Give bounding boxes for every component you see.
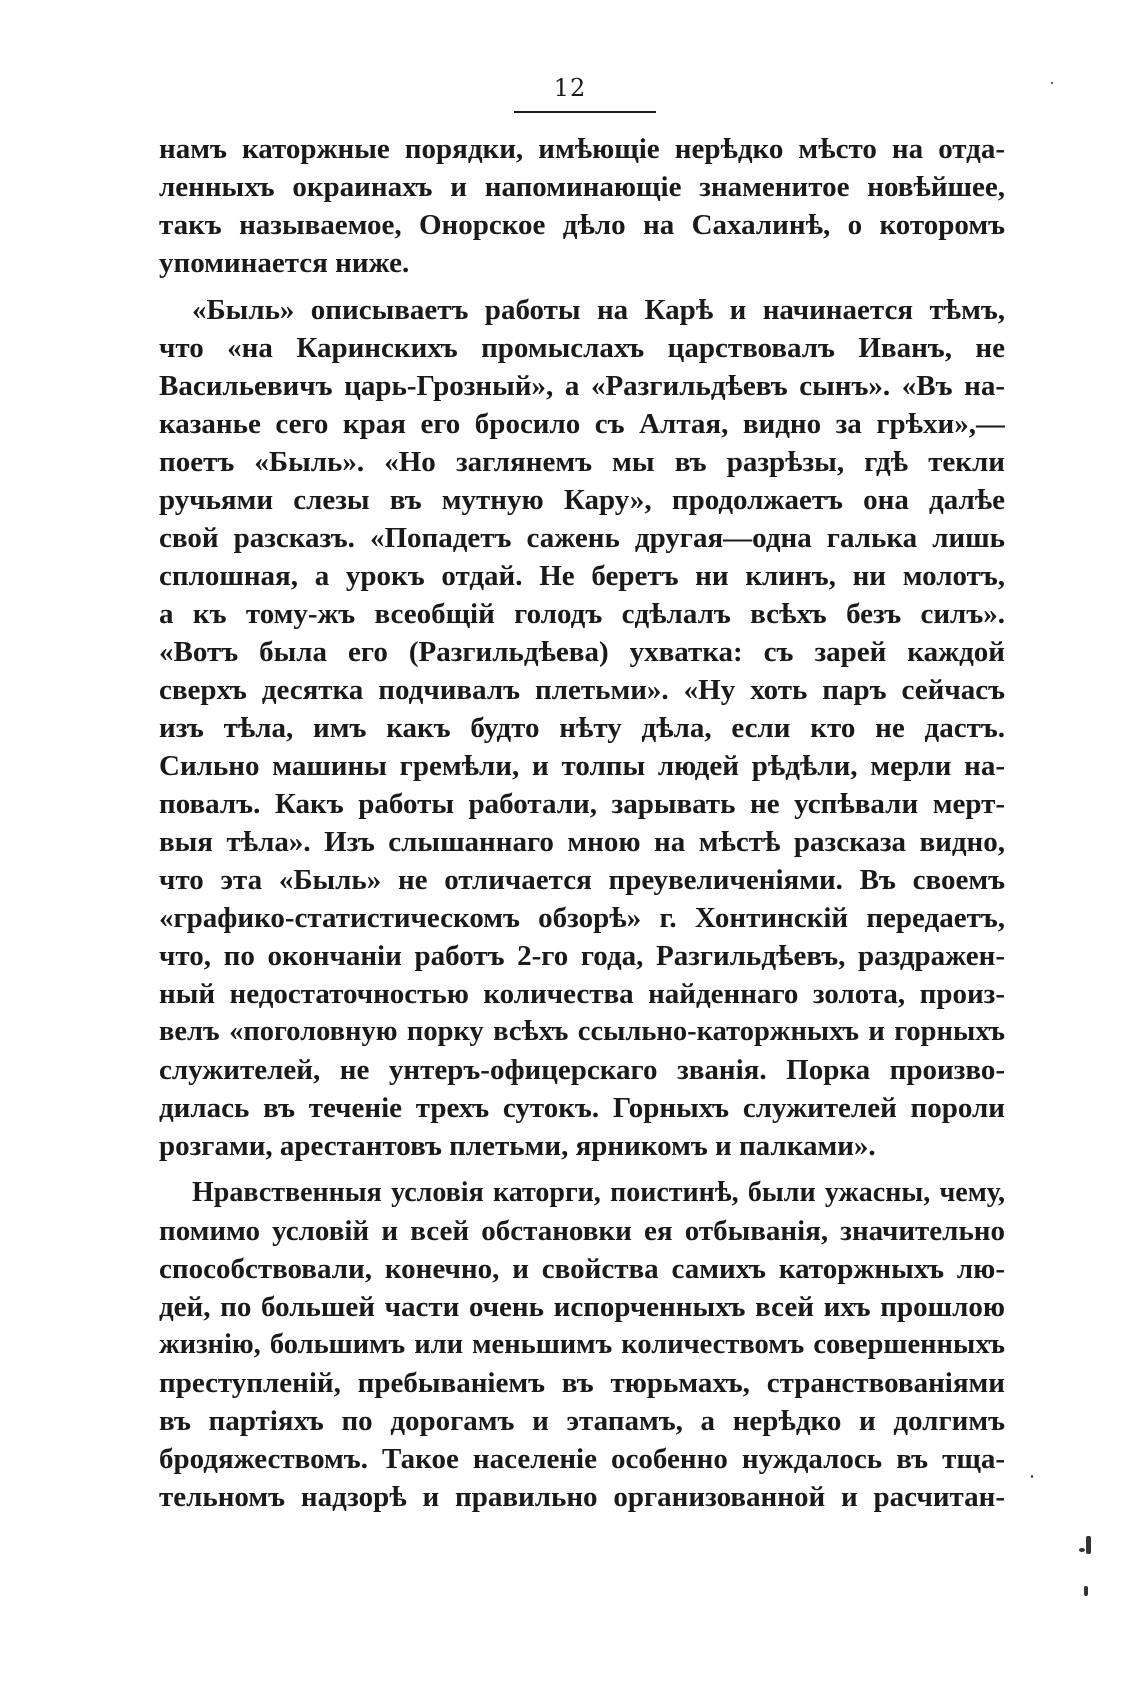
- paragraph-2: [159, 291, 1005, 1165]
- text-line: сплошная, а урокъ отдай. Не беретъ ни клинъ, ни молотъ,: [159, 560, 1005, 592]
- text-line: Нравственныя условія каторги, поистинѣ, были ужасны, чему,: [192, 1177, 1005, 1208]
- text-line: дей, по большей части очень испорченныхъ всей ихъ прошлою: [159, 1291, 1005, 1323]
- text-line: велъ «поголовную порку всѣхъ ссыльно-каторжныхъ и горныхъ: [159, 1016, 1005, 1047]
- header-rule: [514, 111, 656, 113]
- text-line: Сильно машины гремѣли, и толпы людей рѣдѣли, мерли на-: [159, 750, 1005, 782]
- text-line: что «на Каринскихъ промыслахъ царствовалъ Иванъ, не: [159, 332, 1005, 364]
- text-line: въ партіяхъ по дорогамъ и этапамъ, а нерѣдко и долгимъ: [159, 1405, 1005, 1437]
- text-line: повалъ. Какъ работы работали, зарывать не успѣвали мерт-: [159, 788, 1005, 820]
- text-line: бродяжествомъ. Такое населеніе особенно нуждалось въ тща-: [159, 1443, 1005, 1475]
- text-line: жизнію, большимъ или меньшимъ количествомъ совершенныхъ: [159, 1329, 1005, 1360]
- scan-speck: [1079, 1548, 1085, 1552]
- text-line: преступленій, пребываніемъ въ тюрьмахъ, странствованіями: [159, 1367, 1005, 1399]
- text-line: намъ каторжные порядки, имѣющіе нерѣдко мѣсто на отда-: [159, 133, 1005, 165]
- text-line: свой разсказъ. «Попадетъ сажень другая—одна галька лишь: [159, 522, 1005, 554]
- page-number: 12: [553, 74, 587, 102]
- text-line: «графико-статистическомъ обзорѣ» г. Хонтинскій передаетъ,: [159, 902, 1005, 934]
- text-line: дилась въ теченіе трехъ сутокъ. Горныхъ служителей пороли: [159, 1092, 1005, 1124]
- paragraph-1: [159, 130, 1005, 282]
- text-line: служителей, не унтеръ-офицерскаго званія. Порка произво-: [159, 1054, 1005, 1086]
- scan-speck: [1051, 82, 1053, 84]
- text-line: ный недостаточностью количества найденнаго золота, произ-: [159, 978, 1005, 1010]
- text-line: упоминается ниже.: [159, 247, 410, 279]
- scan-speck: [1031, 1475, 1033, 1478]
- text-line: способствовали, конечно, и свойства самихъ каторжныхъ лю-: [159, 1253, 1005, 1285]
- text-line: что эта «Быль» не отличается преувеличеніями. Въ своемъ: [159, 864, 1005, 896]
- text-line: поетъ «Быль». «Но заглянемъ мы въ разрѣзы, гдѣ текли: [159, 446, 1005, 478]
- body-text: [159, 130, 1005, 1516]
- scan-speck: [1086, 1536, 1091, 1554]
- text-line: выя тѣла». Изъ слышаннаго мною на мѣстѣ разсказа видно,: [159, 826, 1005, 858]
- paragraph-3: [159, 1174, 1005, 1516]
- text-line: помимо условій и всей обстановки ея отбыванія, значительно: [159, 1215, 1005, 1247]
- text-line: тельномъ надзорѣ и правильно организованной и расчитан-: [159, 1481, 1005, 1513]
- text-line: «Быль» описываетъ работы на Карѣ и начинается тѣмъ,: [192, 294, 1005, 326]
- text-line: ленныхъ окраинахъ и напоминающіе знаменитое новѣйшее,: [159, 171, 1005, 203]
- text-line: что, по окончаніи работъ 2-го года, Разгильдѣевъ, раздражен-: [159, 940, 1005, 972]
- scan-speck: [1084, 1586, 1088, 1596]
- text-line: розгами, арестантовъ плетьми, ярникомъ и палками».: [159, 1130, 876, 1162]
- text-line: ручьями слезы въ мутную Кару», продолжаетъ она далѣе: [159, 484, 1005, 516]
- text-line: а къ тому-жъ всеобщій голодъ сдѣлалъ всѣхъ безъ силъ».: [159, 598, 1005, 630]
- text-line: «Вотъ была его (Разгильдѣева) ухватка: съ зарей каждой: [159, 636, 1005, 668]
- text-line: Васильевичъ царь-Грозный», а «Разгильдѣевъ сынъ». «Въ на-: [159, 370, 1005, 402]
- text-line: изъ тѣла, имъ какъ будто нѣту дѣла, если кто не дастъ.: [159, 712, 1005, 744]
- text-line: казанье сего края его бросило съ Алтая, видно за грѣхи»,—: [159, 408, 1005, 440]
- text-line: сверхъ десятка подчивалъ плетьми». «Ну хоть паръ сейчасъ: [159, 674, 1005, 706]
- text-line: такъ называемое, Онорское дѣло на Сахалинѣ, о которомъ: [159, 209, 1005, 241]
